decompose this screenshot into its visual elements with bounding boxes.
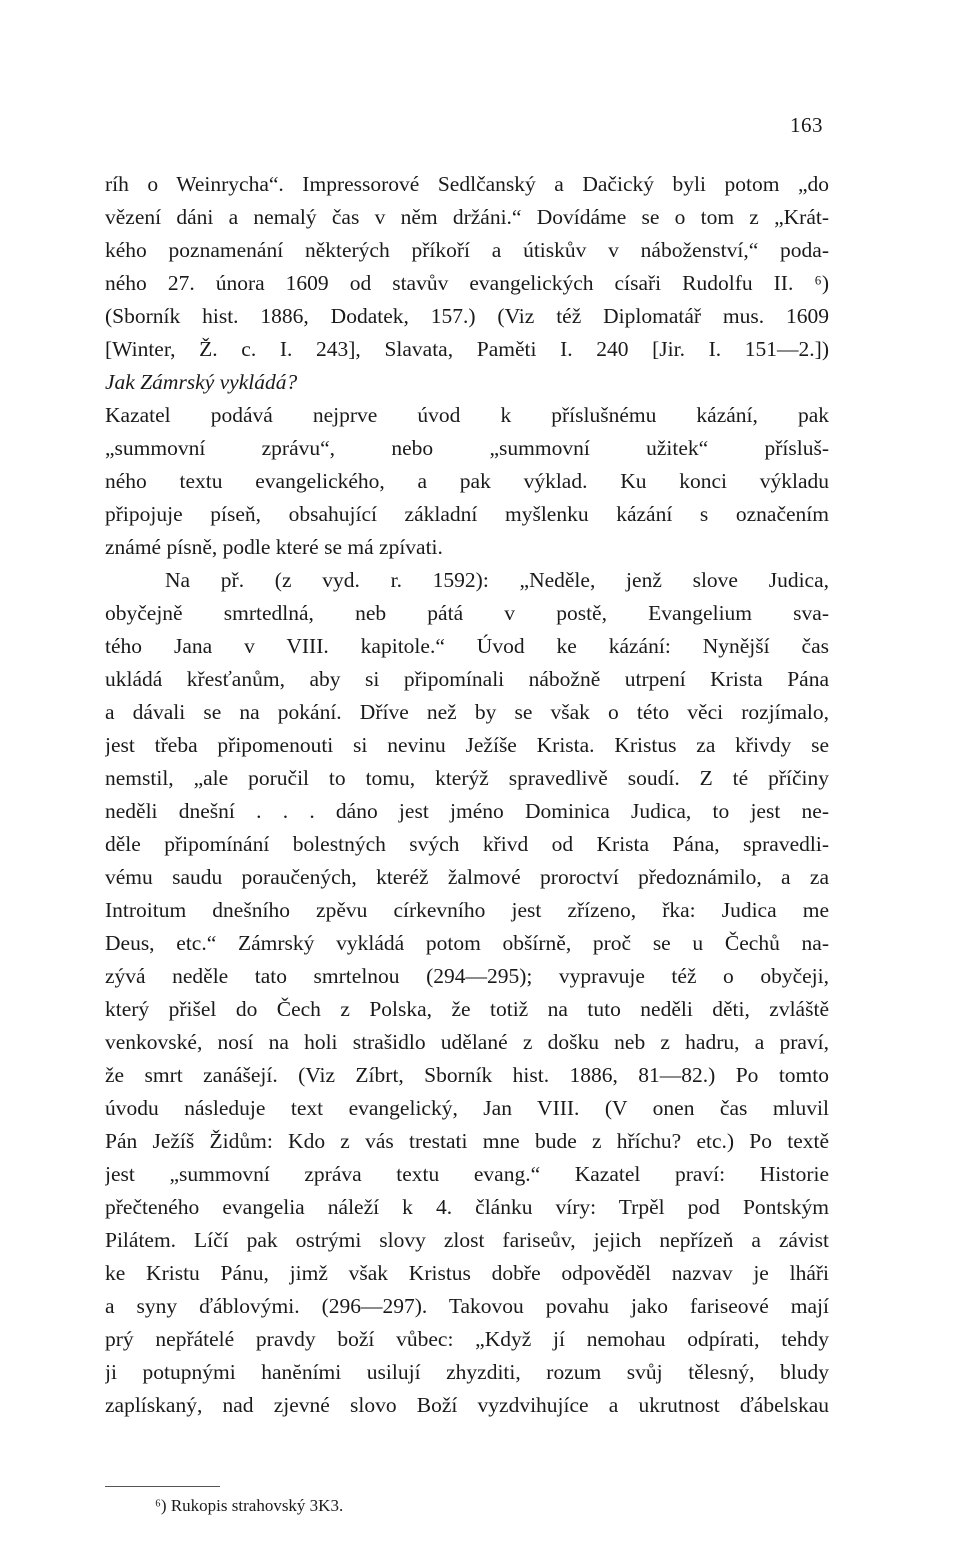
footnote-marker: ⁶) — [155, 1496, 167, 1515]
text-line: známé písně, podle které se má zpívati. — [105, 535, 443, 559]
text-line: ríh o Weinrycha“. Impressorové Sedlčanský a Dačický byli potom „do — [105, 172, 829, 196]
text-line: přečteného evangelia náleží k 4. článku víry: Trpěl pod Pontským — [105, 1195, 829, 1219]
text-line: Pán Ježíš Židům: Kdo z vás trestati mne bude z hříchu? etc.) Po textě — [105, 1129, 829, 1153]
text-line: obyčejně smrtedlná, neb pátá v postě, Evangelium sva- — [105, 601, 829, 625]
text-line: jest třeba připomenouti si nevinu Ježíše Krista. Kristus za křivdy se — [105, 733, 829, 757]
text-line: děle připomínání bolestných svých křivd od Krista Pána, spravedli- — [105, 832, 829, 856]
text-line: venkovské, nosí na holi strašidlo udělané z došku neb z hadru, a praví, — [105, 1030, 829, 1054]
text-line: Pilátem. Líčí pak ostrými slovy zlost fariseův, jejich nepřízeň a závist — [105, 1228, 829, 1252]
text-line: vězení dáni a nemalý čas v něm držáni.“ Dovídáme se o tom z „Krát- — [105, 205, 829, 229]
footnote-divider — [105, 1486, 220, 1487]
text-line: jest „summovní zpráva textu evang.“ Kazatel praví: Historie — [105, 1162, 829, 1186]
text-line: prý nepřátelé pravdy boží vůbec: „Když jí nemohau odpírati, tehdy — [105, 1327, 829, 1351]
text-line: tého Jana v VIII. kapitole.“ Úvod ke kázání: Nynější čas — [105, 634, 829, 658]
text-line: a syny ďáblovými. (296—297). Takovou povahu jako fariseové mají — [105, 1294, 829, 1318]
text-line: Deus, etc.“ Zámrský vykládá potom obšírně, proč se u Čechů na- — [105, 931, 829, 955]
footnote — [155, 1494, 343, 1518]
text-line: (Sborník hist. 1886, Dodatek, 157.) (Viz též Diplomatář mus. 1609 — [105, 304, 829, 328]
body-text — [105, 168, 829, 1422]
text-line: neděli dnešní . . . dáno jest jméno Dominica Judica, to jest ne- — [105, 799, 829, 823]
text-line: že smrt zanášejí. (Viz Zíbrt, Sborník hist. 1886, 81—82.) Po tomto — [105, 1063, 829, 1087]
text-line: ného 27. února 1609 od stavův evangelických císaři Rudolfu II. ⁶) — [105, 271, 829, 295]
text-line: připojuje píseň, obsahující základní myšlenku kázání s označením — [105, 502, 829, 526]
text-line: úvodu následuje text evangelický, Jan VIII. (V onen čas mluvil — [105, 1096, 829, 1120]
text-line: který přišel do Čech z Polska, že totiž na tuto neděli děti, zvláště — [105, 997, 829, 1021]
text-line: ji potupnými hanĕními usilují zhyzditi, rozum svůj tělesný, bludy — [105, 1360, 829, 1384]
text-line: ke Kristu Pánu, jimž však Kristus dobře odpověděl nazvav je lháři — [105, 1261, 829, 1285]
section-heading: Jak Zámrský vykládá? — [105, 370, 298, 394]
text-line: ného textu evangelického, a pak výklad. Ku konci výkladu — [105, 469, 829, 493]
text-line: „summovní zprávu“, nebo „summovní užitek“ přísluš- — [105, 436, 829, 460]
text-line: zaplískaný, nad zjevné slovo Boží vyzdvihujíce a ukrutnost ďábelskau — [105, 1393, 829, 1417]
text-line: a dávali se na pokání. Dříve než by se však o této věci rozjímalo, — [105, 700, 829, 724]
page-number: 163 — [790, 113, 823, 137]
text-line: Introitum dnešního zpěvu církevního jest zřízeno, řka: Judica me — [105, 898, 829, 922]
text-line: zývá neděle tato smrtelnou (294—295); vypravuje též o obyčeji, — [105, 964, 829, 988]
footnote-text: Rukopis strahovský 3K3. — [170, 1496, 344, 1515]
text-line: Kazatel podává nejprve úvod k příslušnému kázání, pak — [105, 403, 829, 427]
text-line: ukládá křesťanům, aby si připomínali nábožně utrpení Krista Pána — [105, 667, 829, 691]
text-line: vému saudu poraučených, kteréž žalmové proroctví předoznámilo, a za — [105, 865, 829, 889]
text-line: Na př. (z vyd. r. 1592): „Neděle, jenž slove Judica, — [165, 568, 829, 592]
text-line: [Winter, Ž. c. I. 243], Slavata, Paměti I. 240 [Jir. I. 151—2.]) — [105, 337, 829, 361]
text-line: nemstil, „ale poručil to tomu, kterýž spravedlivě soudí. Z té příčiny — [105, 766, 829, 790]
text-line: kého poznamenání některých příkoří a útiskův v náboženství,“ poda- — [105, 238, 829, 262]
